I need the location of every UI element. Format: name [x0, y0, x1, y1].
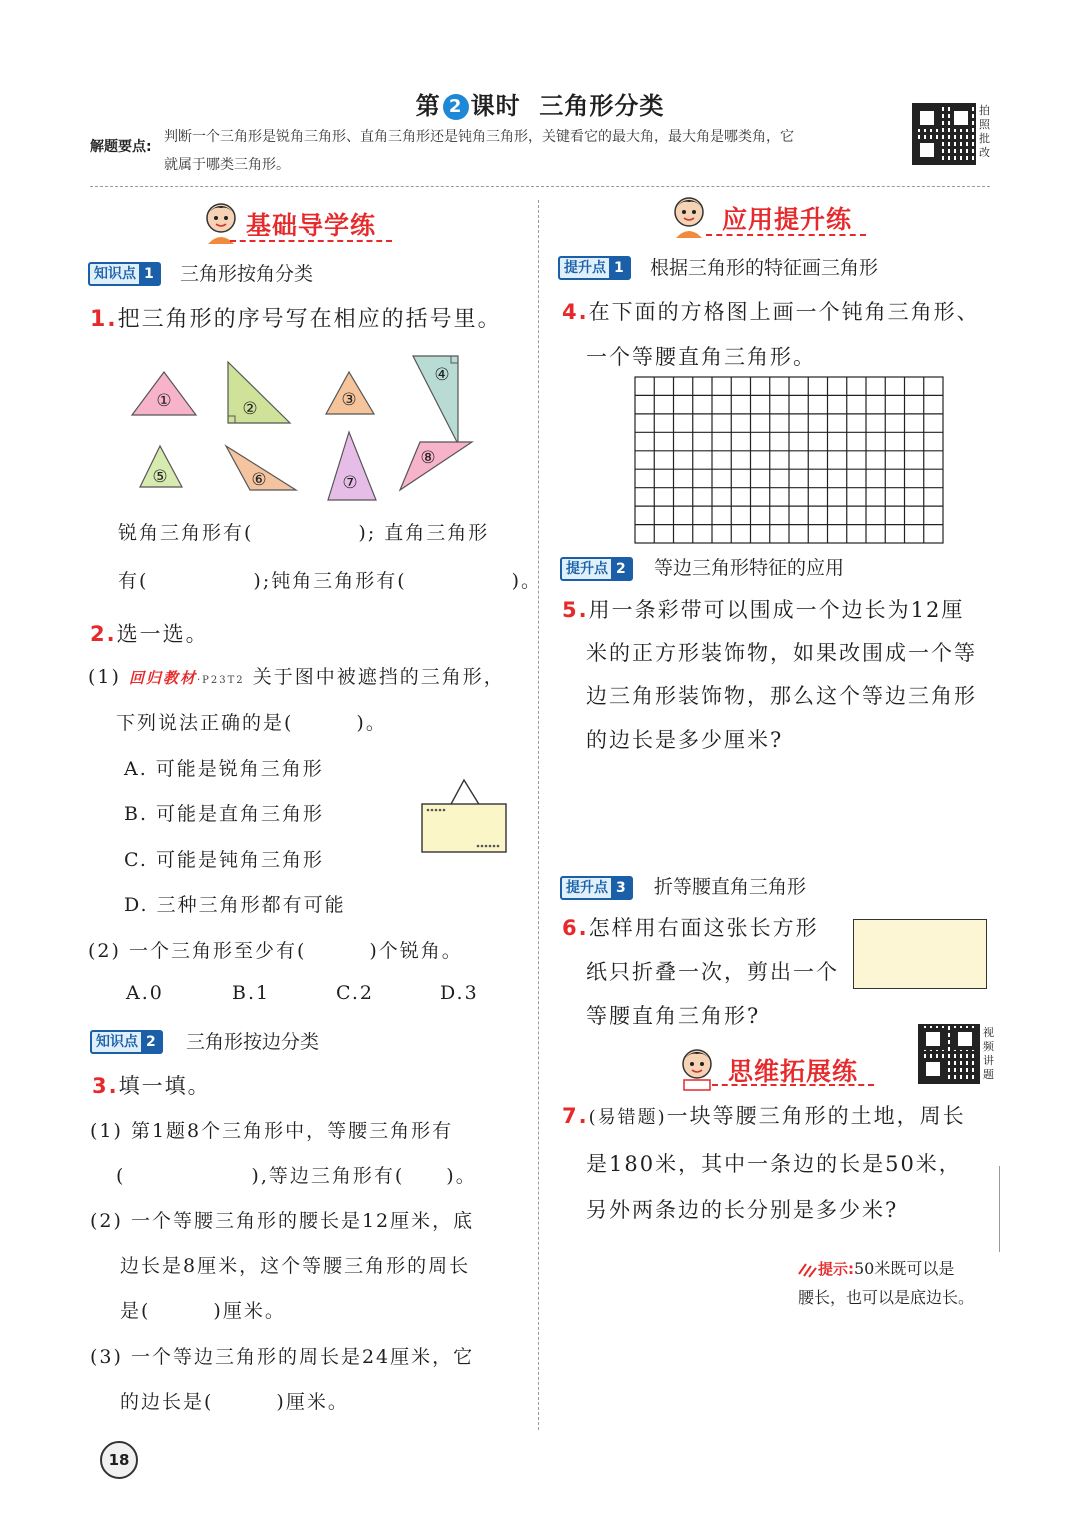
header-divider — [90, 186, 990, 187]
section-thinking-underline — [712, 1084, 874, 1086]
q3-part-1-line-1: (1) 第1题8个三角形中，等腰三角形有 — [90, 1120, 454, 1142]
review-textbook-tag: 回归教材 — [128, 669, 197, 687]
improve-point-2-title: 等边三角形特征的应用 — [654, 557, 845, 579]
improve-point-2-badge: 提升点 2 — [560, 557, 633, 581]
q3-part-1-line-2: ( ),等边三角形有( )。 — [116, 1165, 477, 1187]
question-5-line-2: 米的正方形装饰物，如果改围成一个等 — [586, 641, 977, 665]
column-divider — [538, 200, 539, 1430]
question-1: 1.把三角形的序号写在相应的括号里。 — [90, 307, 502, 332]
knowledge-point-2-title: 三角形按边分类 — [186, 1031, 320, 1053]
q2-option-c: C. 可能是钝角三角形 — [124, 849, 324, 871]
improve-point-3-badge: 提升点 3 — [560, 876, 633, 900]
hint-line-1: 提示:50米既可以是 — [818, 1259, 955, 1278]
section-basic-heading: 基础导学练 — [246, 211, 377, 240]
q2-option-d: D. 三种三角形都有可能 — [124, 894, 346, 916]
q3-part-3-line-2: 的边长是( )厘米。 — [120, 1391, 349, 1413]
triangle-7-label: ⑦ — [342, 473, 358, 493]
knowledge-point-2-badge: 知识点 2 — [90, 1030, 163, 1054]
q2-option-b: B. 可能是直角三角形 — [124, 803, 325, 825]
q3-part-2-line-2: 边长是8厘米，这个等腰三角形的周长 — [120, 1255, 471, 1277]
section-basic-underline — [230, 240, 392, 242]
tip-label: 解题要点: — [90, 139, 152, 155]
qr-code-grading[interactable] — [912, 103, 976, 165]
page-number: 18 — [100, 1441, 138, 1479]
section-thinking-heading: 思维拓展练 — [728, 1057, 859, 1086]
lesson-number-badge: 2 — [443, 94, 469, 120]
question-2: 2.选一选。 — [90, 622, 209, 646]
q1-answer-line-1: 锐角三角形有( ); 直角三角形 — [118, 522, 490, 544]
knowledge-point-1-badge: 知识点 1 — [88, 262, 161, 286]
question-5-line-1: 5.用一条彩带可以围成一个边长为12厘 — [562, 598, 965, 622]
q2-p2-option-a: A.0 — [126, 982, 164, 1004]
improve-point-1-title: 根据三角形的特征画三角形 — [650, 257, 879, 279]
triangle-4-label: ④ — [434, 365, 450, 385]
qr-video-label: 视频讲题 — [983, 1026, 994, 1081]
q2-p2-option-d: D.3 — [440, 982, 479, 1004]
question-3: 3.填一填。 — [92, 1074, 211, 1098]
triangle-3-label: ③ — [341, 390, 357, 410]
drawing-grid[interactable] — [634, 376, 946, 546]
hidden-triangle-figure — [418, 776, 510, 856]
section-apply-underline — [706, 234, 866, 236]
question-6-line-3: 等腰直角三角形? — [586, 1004, 761, 1028]
question-7-line-1: 7.(易错题)一块等腰三角形的土地，周长 — [562, 1104, 966, 1128]
q2-p2-option-c: C.2 — [336, 982, 374, 1004]
question-6-line-2: 纸只折叠一次，剪出一个 — [586, 960, 839, 984]
triangle-5-label: ⑤ — [152, 467, 168, 487]
q2-part-1-line-2: 下列说法正确的是( )。 — [116, 712, 387, 734]
tip-text: 判断一个三角形是锐角三角形、直角三角形还是钝角三角形，关键看它的最大角，最大角是哪类角，它 就属于哪类三角形。 — [164, 129, 794, 173]
triangle-1-label: ① — [156, 391, 172, 411]
triangle-8-label: ⑧ — [420, 448, 436, 468]
question-5-line-4: 的边长是多少厘米? — [586, 728, 784, 752]
q2-part-2: (2) 一个三角形至少有( )个锐角。 — [88, 940, 463, 962]
question-4-line-1: 4.在下面的方格图上画一个钝角三角形、 — [562, 300, 980, 324]
improve-point-3-title: 折等腰直角三角形 — [654, 876, 807, 898]
question-7-line-2: 是180米，其中一条边的长是50米， — [586, 1152, 962, 1176]
section-apply-heading: 应用提升练 — [722, 205, 853, 234]
question-4-line-2: 一个等腰直角三角形。 — [586, 345, 816, 369]
question-6-line-1: 6.怎样用右面这张长方形 — [562, 916, 819, 940]
rectangle-paper — [853, 919, 987, 989]
triangles-figure — [120, 350, 490, 505]
page-title: 第 2 课时 三角形分类 — [415, 92, 665, 120]
qr-code-video[interactable] — [918, 1024, 980, 1084]
triangle-6-label: ⑥ — [251, 470, 267, 490]
q1-answer-line-2: 有( );钝角三角形有( )。 — [118, 570, 543, 592]
hint-line-2: 腰长，也可以是底边长。 — [798, 1288, 975, 1307]
triangle-2-label: ② — [242, 399, 258, 419]
q2-option-a: A. 可能是锐角三角形 — [124, 758, 324, 780]
q3-part-2-line-3: 是( )厘米。 — [120, 1300, 286, 1322]
q2-part-1: (1) 回归教材·P23T2 关于图中被遮挡的三角形， — [88, 666, 505, 688]
right-margin-line — [999, 1166, 1000, 1252]
q2-p2-option-b: B.1 — [232, 982, 271, 1004]
question-7-line-3: 另外两条边的长分别是多少米? — [586, 1198, 899, 1222]
triangle-2 — [228, 362, 290, 423]
lightbulb-icon — [796, 1258, 818, 1278]
question-5-line-3: 边三角形装饰物，那么这个等边三角形 — [586, 684, 977, 708]
improve-point-1-badge: 提升点 1 — [558, 256, 631, 280]
knowledge-point-1-title: 三角形按角分类 — [180, 263, 314, 285]
triangle-8 — [400, 442, 472, 490]
mascot-icon — [668, 194, 710, 240]
q3-part-3-line-1: (3) 一个等边三角形的周长是24厘米，它 — [90, 1346, 475, 1368]
q3-part-2-line-1: (2) 一个等腰三角形的腰长是12厘米，底 — [90, 1210, 475, 1232]
qr-grading-label: 拍照批改 — [979, 104, 990, 159]
